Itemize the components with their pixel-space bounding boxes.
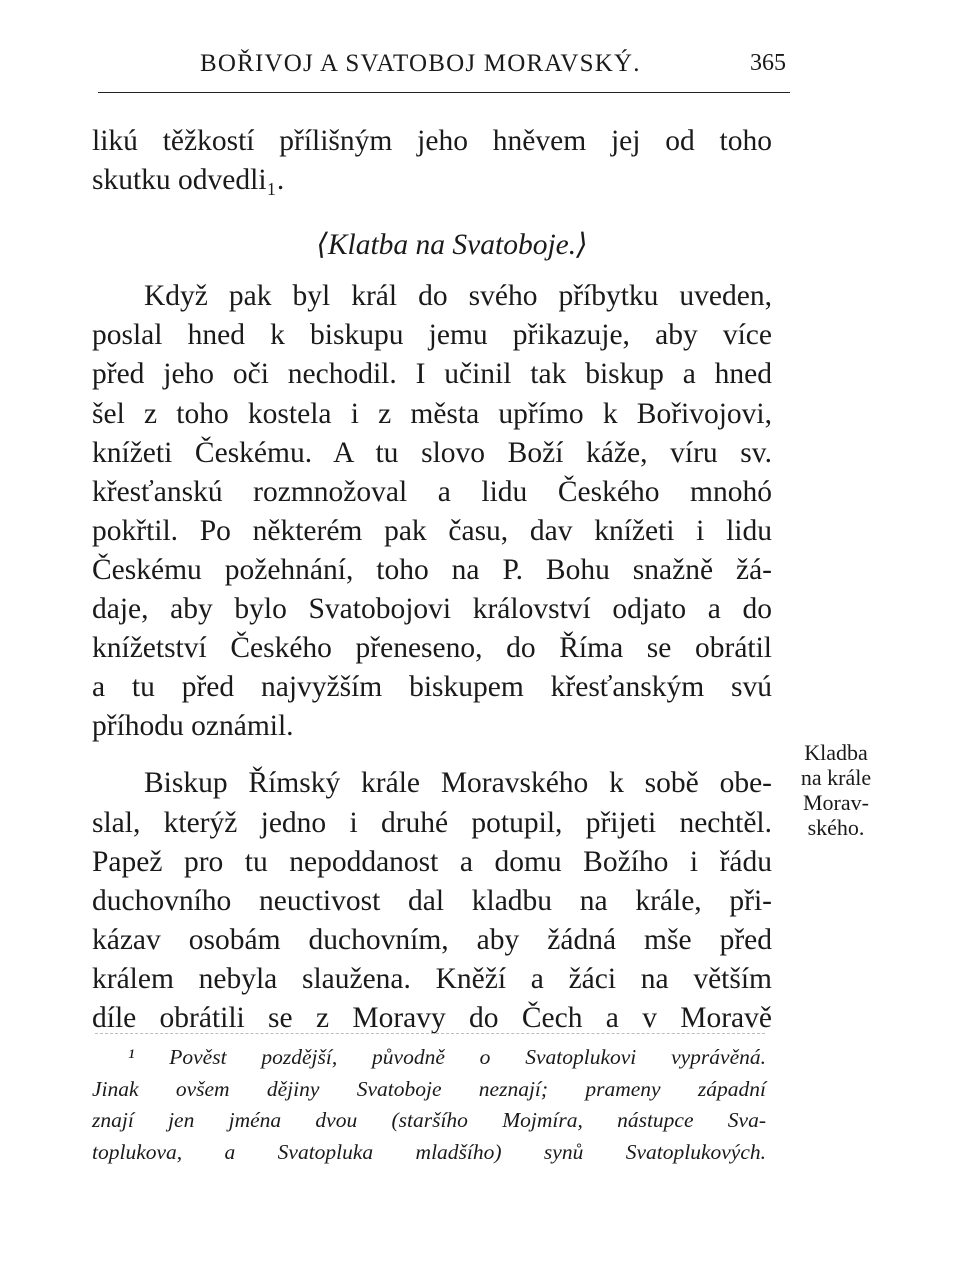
margin-note-line: ského. [807,815,865,840]
text-line: knížetství Českého přeneseno, do Říma se obrátil [92,632,772,665]
text-line: díle obrátili se z Moravy do Čech a v Moravě [92,1001,772,1034]
text-line: kázav osobám duchovním, aby žádná mše před [92,923,772,956]
margin-note-line: na krále [800,765,872,790]
text-line: knížeti Českému. A tu slovo Boží káže, víru sv. [92,436,772,469]
text-line: likú těžkostí přílišným jeho hněvem jej od toho [92,125,772,157]
text-line: příhodu oznámil. [92,710,294,743]
text-line: křesťanskú rozmnožoval a lidu Českého mnohó [92,475,772,508]
footnote-line: ¹ Pověst pozdější, původně o Svatoplukovi vyprávěná. [128,1045,766,1069]
text-line: slal, kterýž jedno i druhé potupil, přijeti nechtěl. [92,806,772,839]
footnotes [92,1042,766,1168]
text-line: duchovního neuctivost dal kladbu na krále, při- [92,884,772,917]
text-line: daje, aby bylo Svatobojovi království odjato a do [92,593,772,626]
text-line: Biskup Římský krále Moravského k sobě obe- [144,767,772,800]
text-line: skutku odvedli₁. [92,164,285,197]
text-line: před jeho oči nechodil. I učinil tak biskup a hned [92,358,772,391]
text-line: králem nebyla slaužena. Kněží a žáci na větším [92,962,772,995]
text-line: šel z toho kostela i z města upřímo k Bořivojovi, [92,397,772,430]
footnote-divider [95,1033,765,1034]
running-title: BOŘIVOJ A SVATOBOJ MORAVSKÝ. [200,50,641,77]
paragraph-gap [92,746,772,764]
text-line: a tu před najvyžším biskupem křesťanským svú [92,671,772,704]
text-line: poslal hned k biskupu jemu přikazuje, aby více [92,319,772,352]
footnote-line: Jinak ovšem dějiny Svatoboje neznají; prameny západní [92,1076,766,1101]
footnote-line: toplukova, a Svatopluka mladšího) synů Svatoplukových. [92,1139,766,1164]
main-text [92,122,772,1038]
text-line: Papež pro tu nepoddanost a domu Božího i řádu [92,845,772,878]
section-heading: ⟨Klatba na Svatoboje.⟩ [316,229,588,262]
running-header [98,50,790,93]
margin-note [786,740,886,840]
margin-note-line: Kladba [804,740,868,765]
text-line: Českému požehnání, toho na P. Bohu snažně žá- [92,553,772,586]
page-number: 365 [750,50,786,76]
footnote-line: znají jen jména dvou (staršího Mojmíra, nástupce Sva- [92,1108,766,1132]
text-line: pokřtil. Po některém pak času, dav knížeti i lidu [92,514,772,547]
margin-note-line: Morav- [803,790,869,815]
text-line: Když pak byl král do svého příbytku uveden, [144,280,772,313]
